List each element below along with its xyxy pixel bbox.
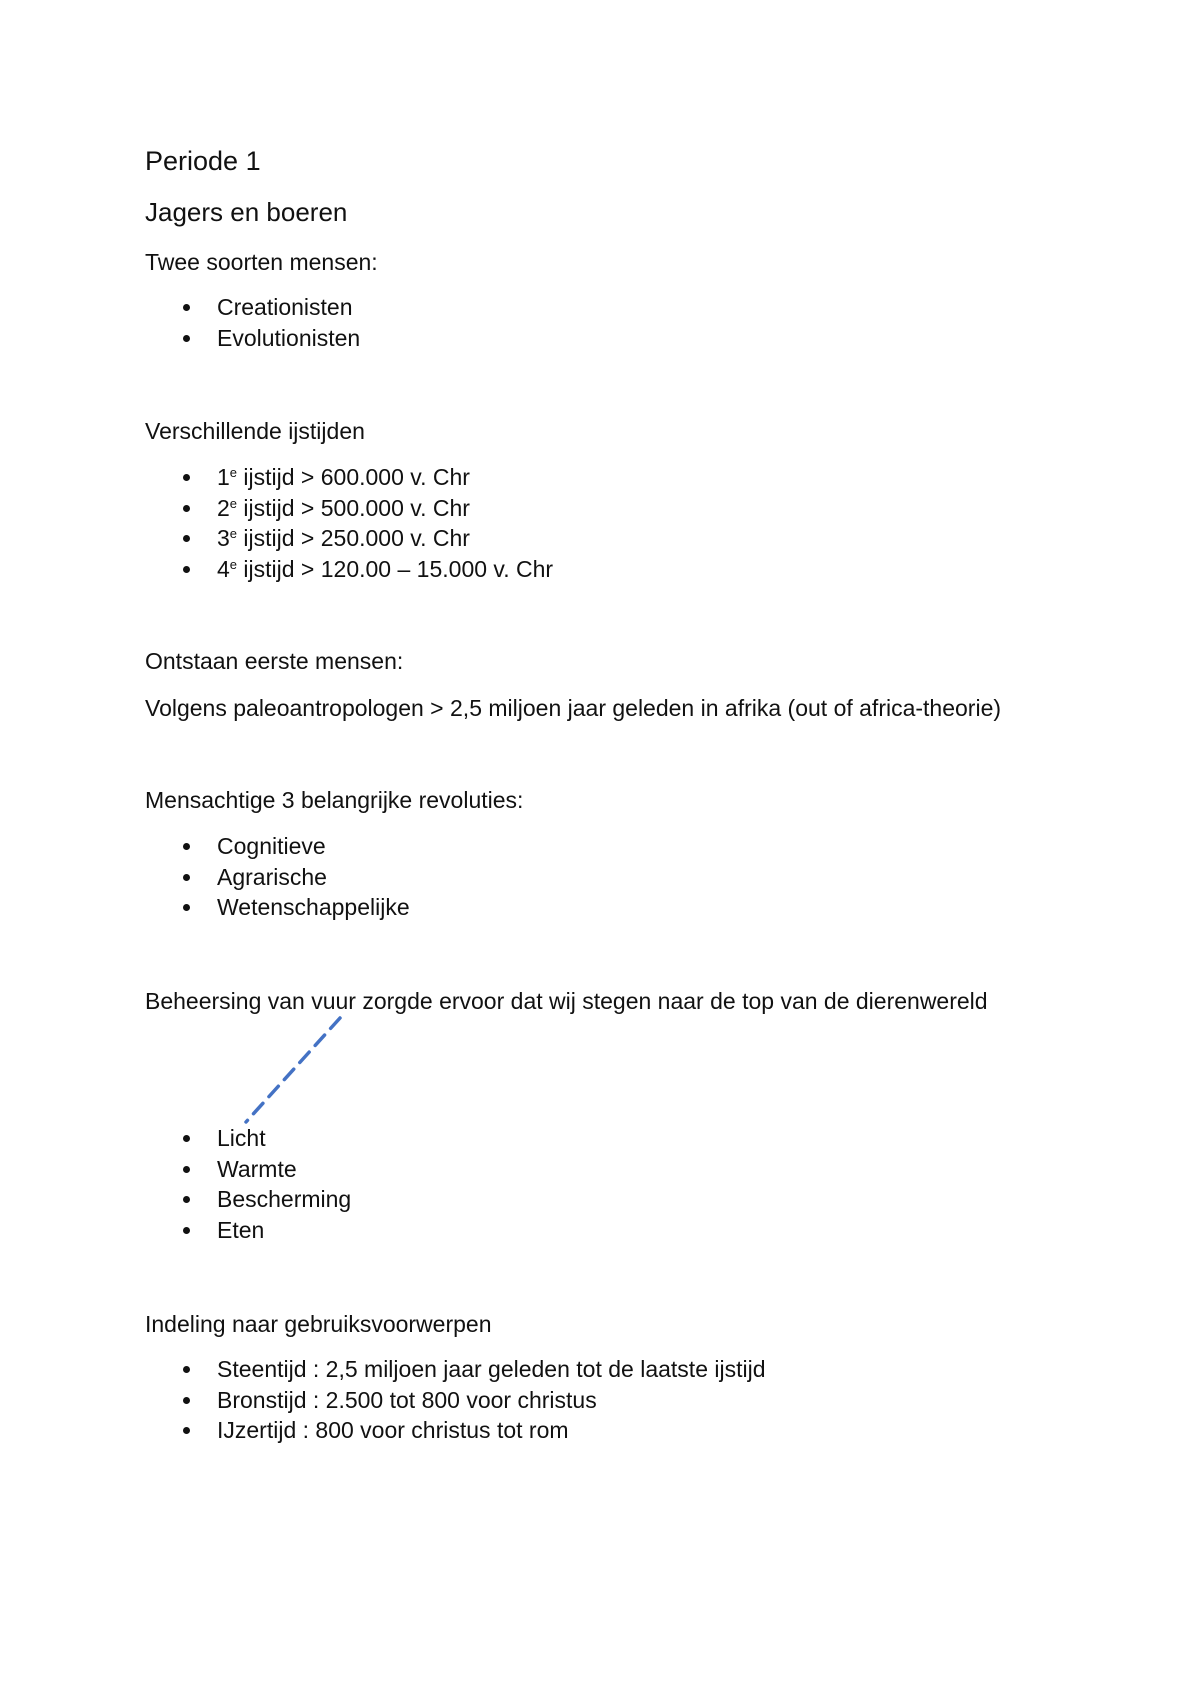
bullet-icon xyxy=(183,1196,190,1203)
list-item: 4e ijstijd > 120.00 – 15.000 v. Chr xyxy=(145,554,553,585)
section-heading: Jagers en boeren xyxy=(145,197,348,227)
revolutions-intro: Mensachtige 3 belangrijke revoluties: xyxy=(145,787,524,813)
bullet-icon xyxy=(183,535,190,542)
list-item: Evolutionisten xyxy=(145,323,360,354)
bullet-icon xyxy=(183,1166,190,1173)
bullet-icon xyxy=(183,904,190,911)
bullet-icon xyxy=(183,1397,190,1404)
list-item: Bronstijd : 2.500 tot 800 voor christus xyxy=(145,1385,766,1416)
bullet-icon xyxy=(183,566,190,573)
bullet-icon xyxy=(183,874,190,881)
list-item: Licht xyxy=(145,1123,351,1154)
bullet-icon xyxy=(183,335,190,342)
list-item: Warmte xyxy=(145,1154,351,1185)
bullet-icon xyxy=(183,1227,190,1234)
ice-ages-list xyxy=(145,462,553,584)
fire-benefits-list xyxy=(145,1123,351,1245)
list-item: Agrarische xyxy=(145,862,410,893)
page-title: Periode 1 xyxy=(145,146,261,176)
dashed-connector-line xyxy=(246,1018,340,1122)
list-item: Wetenschappelijke xyxy=(145,892,410,923)
bullet-icon xyxy=(183,474,190,481)
bullet-icon xyxy=(183,304,190,311)
list-item: Eten xyxy=(145,1215,351,1246)
origin-intro: Ontstaan eerste mensen: xyxy=(145,648,404,674)
list-item: Bescherming xyxy=(145,1184,351,1215)
list-item: IJzertijd : 800 voor christus tot rom xyxy=(145,1415,766,1446)
fire-intro: Beheersing van vuur zorgde ervoor dat wij stegen naar de top van de dierenwereld xyxy=(145,988,988,1014)
bullet-icon xyxy=(183,1135,190,1142)
list-item: 2e ijstijd > 500.000 v. Chr xyxy=(145,493,553,524)
people-list xyxy=(145,292,360,353)
list-item: 1e ijstijd > 600.000 v. Chr xyxy=(145,462,553,493)
bullet-icon xyxy=(183,1366,190,1373)
tools-list xyxy=(145,1354,766,1446)
people-intro: Twee soorten mensen: xyxy=(145,249,378,275)
list-item: Steentijd : 2,5 miljoen jaar geleden tot de laatste ijstijd xyxy=(145,1354,766,1385)
list-item: Creationisten xyxy=(145,292,360,323)
tools-intro: Indeling naar gebruiksvoorwerpen xyxy=(145,1311,492,1337)
list-item: Cognitieve xyxy=(145,831,410,862)
bullet-icon xyxy=(183,1427,190,1434)
bullet-icon xyxy=(183,843,190,850)
revolutions-list xyxy=(145,831,410,923)
list-item: 3e ijstijd > 250.000 v. Chr xyxy=(145,523,553,554)
bullet-icon xyxy=(183,505,190,512)
origin-text: Volgens paleoantropologen > 2,5 miljoen jaar geleden in afrika (out of africa-theorie) xyxy=(145,695,1002,721)
ice-ages-intro: Verschillende ijstijden xyxy=(145,418,365,444)
